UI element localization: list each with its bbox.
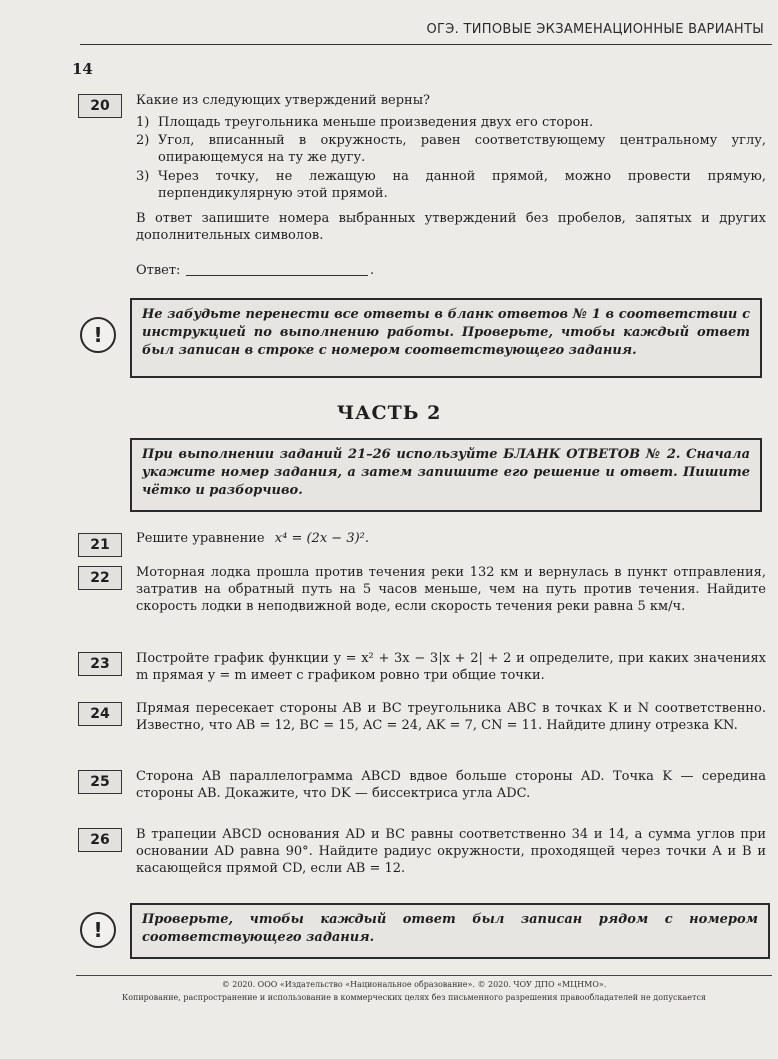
notice-check-answers: Проверьте, чтобы каждый ответ был записан рядом с номером соответствующего задания. xyxy=(130,903,770,959)
task-23-number: 23 xyxy=(78,652,122,676)
statement-marker: 3) xyxy=(136,169,150,184)
task-20-statement-2 xyxy=(136,132,766,168)
task-24-text: Прямая пересекает стороны AB и BC треугольника ABC в точках K и N соответственно. Известно, что AB = 12, BC = 15, AC = 24, AK = 7, CN = 11. Найдите длину отрезка KN. xyxy=(136,701,766,733)
part-2-title: ЧАСТЬ 2 xyxy=(336,402,442,424)
notice-transfer-answers: Не забудьте перенести все ответы в бланк ответов № 1 в соответствии с инструкцией по выполнению работы. Проверьте, чтобы каждый ответ был записан в строке с номером соответствующего задания. xyxy=(130,298,762,378)
header-divider xyxy=(80,44,772,45)
statement-text: Угол, вписанный в окружность, равен соответствующему центральному углу, опирающемуся на ту же дугу. xyxy=(158,133,766,165)
task-25-number: 25 xyxy=(78,770,122,794)
task-21-formula: x⁴ = (2x − 3)². xyxy=(274,531,369,546)
task-20-question: Какие из следующих утверждений верны? xyxy=(136,93,431,108)
footer-legal-notice: Копирование, распространение и использование в коммерческих целях без письменного разрешения правообладателей не допускается xyxy=(122,993,706,1002)
task-20-number: 20 xyxy=(78,94,122,118)
statement-text: Площадь треугольника меньше произведения двух его сторон. xyxy=(158,115,594,130)
exclamation-icon: ! xyxy=(80,317,116,353)
task-26-text: В трапеции ABCD основания AD и BC равны соответственно 34 и 14, а сумма углов при основании AD равна 90°. Найдите радиус окружности, проходящей через точки A и B и касающейся прямой CD, если AB = 12. xyxy=(136,827,766,876)
task-22-text: Моторная лодка прошла против течения реки 132 км и вернулась в пункт отправления, затратив на обратный путь на 5 часов меньше, чем на путь против течения. Найдите скорость лодки в неподвижной воде, если скорость течения реки равна 5 км/ч. xyxy=(136,565,766,614)
header-title: ОГЭ. ТИПОВЫЕ ЭКЗАМЕНАЦИОННЫЕ ВАРИАНТЫ xyxy=(426,22,764,37)
answer-label: Ответ: xyxy=(136,263,181,278)
footer-copyright: © 2020. ООО «Издательство «Национальное образование». © 2020. ЧОУ ДПО «МЦНМО». xyxy=(221,980,607,989)
answer-terminator: . xyxy=(370,263,375,278)
task-21-prompt: Решите уравнение xyxy=(136,531,265,546)
page-number: 14 xyxy=(72,60,93,78)
statement-marker: 1) xyxy=(136,115,150,130)
task-20-statement-3 xyxy=(136,168,766,204)
task-21-number: 21 xyxy=(78,533,122,557)
part-2-instruction: При выполнении заданий 21–26 используйте БЛАНК ОТВЕТОВ № 2. Сначала укажите номер задания, а затем запишите его решение и ответ. Пишите чётко и разборчиво. xyxy=(130,438,762,512)
task-25-text: Сторона AB параллелограмма ABCD вдвое больше стороны AD. Точка K — середина стороны AB. Докажите, что DK — биссектриса угла ADC. xyxy=(136,769,766,801)
answer-field[interactable] xyxy=(186,275,368,276)
footer-divider xyxy=(76,975,772,976)
statement-text: Через точку, не лежащую на данной прямой, можно провести прямую, перпендикулярную этой прямой. xyxy=(158,169,766,201)
task-22-number: 22 xyxy=(78,566,122,590)
task-20-statement-1 xyxy=(136,114,766,134)
task-24-number: 24 xyxy=(78,702,122,726)
task-26-number: 26 xyxy=(78,828,122,852)
exclamation-icon: ! xyxy=(80,912,116,948)
statement-marker: 2) xyxy=(136,133,150,148)
task-20-instruction: В ответ запишите номера выбранных утверждений без пробелов, запятых и других дополнительных символов. xyxy=(136,211,766,243)
task-23-text: Постройте график функции y = x² + 3x − 3|x + 2| + 2 и определите, при каких значениях m прямая y = m имеет с графиком ровно три общие точки. xyxy=(136,651,766,683)
task-21-text xyxy=(136,530,369,547)
